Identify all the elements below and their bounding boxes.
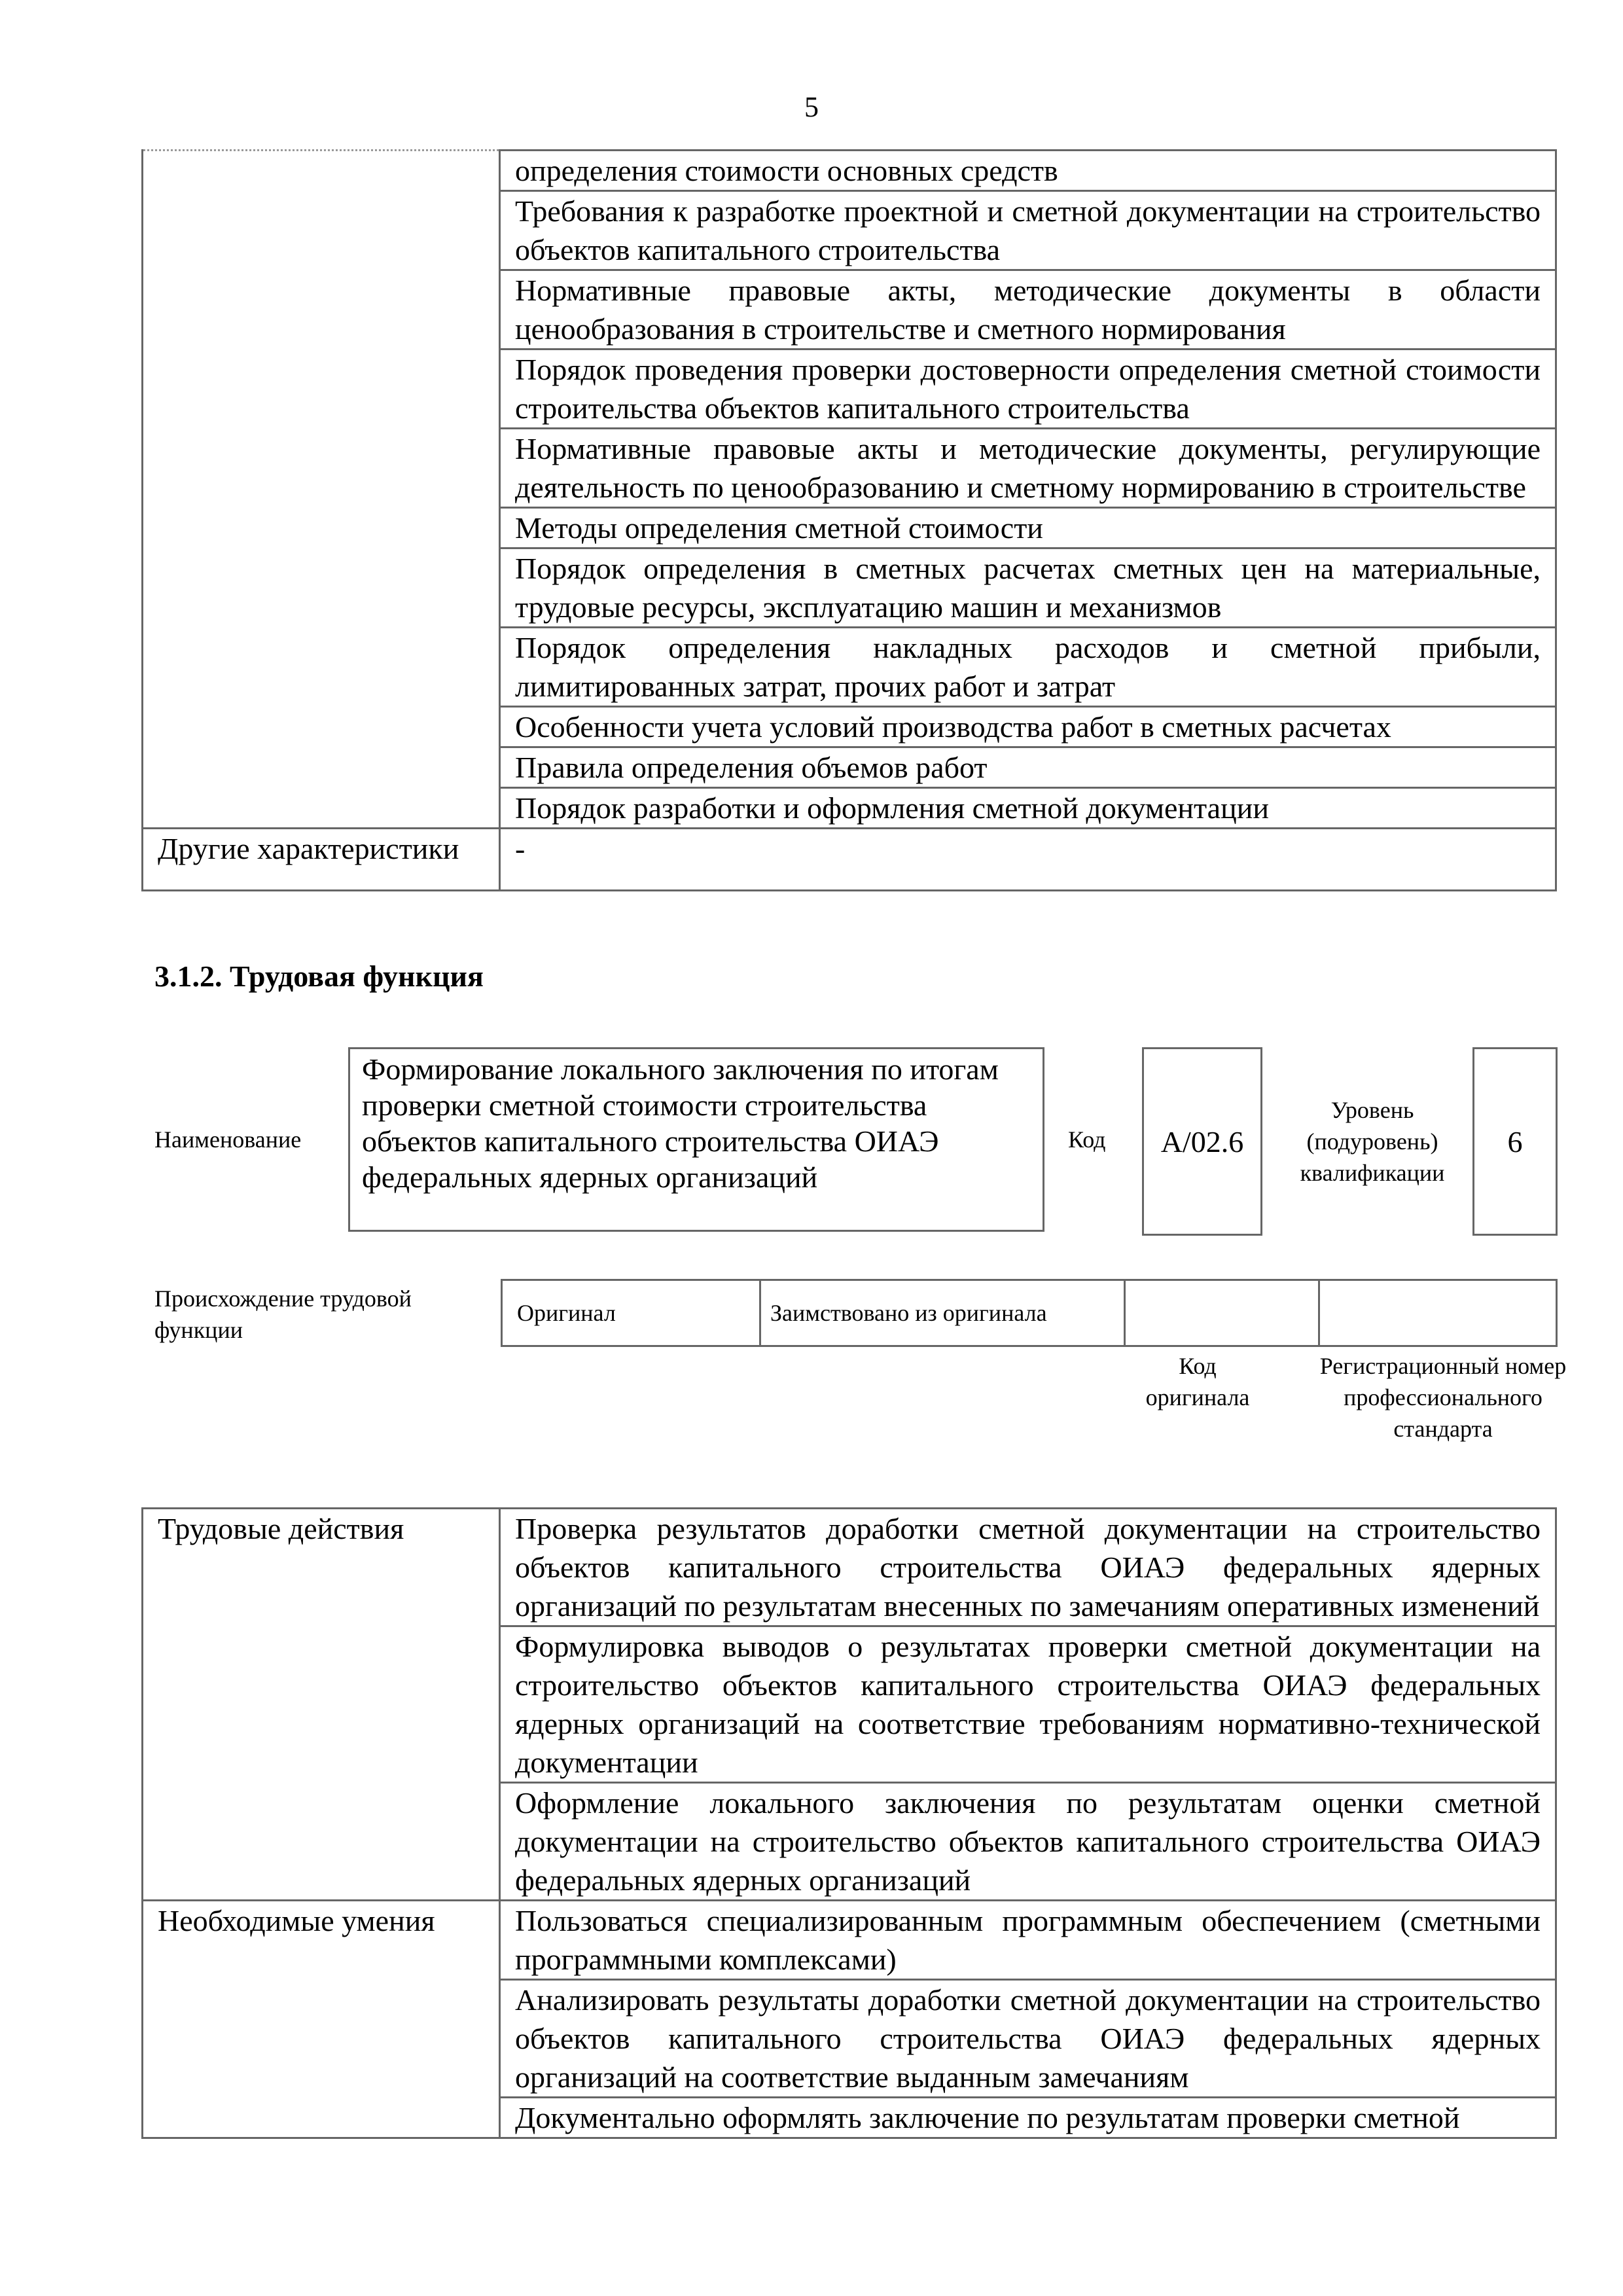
qualification-level: 6 <box>1507 1124 1523 1158</box>
origin-reg-cell <box>1320 1281 1556 1345</box>
knowledge-item: Нормативные правовые акты и методические документы, регулирующие деятельность по ценообразованию и сметному нормированию в строительстве <box>500 429 1556 508</box>
knowledge-item: Требования к разработке проектной и сметной документации на строительство объектов капитального строительства <box>500 191 1556 270</box>
knowledge-item: Порядок определения накладных расходов и сметной прибыли, лимитированных затрат, прочих работ и затрат <box>500 628 1556 707</box>
name-label: Наименование <box>154 1126 302 1153</box>
function-name-box <box>348 1047 1044 1232</box>
code-label: Код <box>1068 1126 1106 1153</box>
origin-borrowed: Заимствовано из оригинала <box>770 1300 1047 1326</box>
skill-item: Пользоваться специализированным программным обеспечением (сметными программными комплексами) <box>500 1901 1556 1980</box>
table-row <box>143 1901 1556 1980</box>
origin-original: Оригинал <box>517 1300 616 1326</box>
section-title: 3.1.2. Трудовая функция <box>154 960 484 993</box>
table-row <box>143 829 1556 891</box>
function-code: А/02.6 <box>1160 1124 1244 1158</box>
function-name: Формирование локального заключения по итогам проверки сметной стоимости строительства объектов капитального строительства ОИАЭ федеральных ядерных организаций <box>362 1052 999 1194</box>
knowledge-table <box>141 149 1557 891</box>
knowledge-item: Порядок разработки и оформления сметной документации <box>500 788 1556 829</box>
code-value-box <box>1142 1047 1262 1236</box>
origin-original-cell <box>503 1281 761 1345</box>
skill-item: Документально оформлять заключение по результатам проверки сметной <box>500 2098 1556 2138</box>
labor-action: Формулировка выводов о результатах проверки сметной документации на строительство объектов капитального строительства ОИАЭ федеральных ядерных организаций на соответствие требованиям нормативно-технической документации <box>500 1626 1556 1783</box>
knowledge-item: Порядок определения в сметных расчетах сметных цен на материальные, трудовые ресурсы, эксплуатацию машин и механизмов <box>500 548 1556 628</box>
required-skills-label: Необходимые умения <box>143 1901 500 2138</box>
labor-actions-label: Трудовые действия <box>143 1509 500 1901</box>
reg-number-caption: Регистрационный номер профессионального стандарта <box>1319 1353 1567 1442</box>
origin-label: Происхождение трудовой функции <box>154 1285 412 1343</box>
other-characteristics-label: Другие характеристики <box>143 829 500 891</box>
labor-action: Проверка результатов доработки сметной документации на строительство объектов капитального строительства ОИАЭ федеральных ядерных организаций по результатам внесенных по замечаниям оперативных изменений <box>500 1509 1556 1626</box>
skill-item: Анализировать результаты доработки сметной документации на строительство объектов капитального строительства ОИАЭ федеральных ядерных организаций на соответствие выданным замечаниям <box>500 1980 1556 2098</box>
knowledge-item: определения стоимости основных средств <box>500 151 1556 191</box>
knowledge-item: Правила определения объемов работ <box>500 747 1556 788</box>
actions-table <box>141 1507 1557 2139</box>
labor-action: Оформление локального заключения по результатам оценки сметной документации на строительство объектов капитального строительства ОИАЭ федеральных ядерных организаций <box>500 1783 1556 1901</box>
table-row <box>143 1509 1556 1626</box>
code-caption: Код оригинала <box>1145 1353 1250 1410</box>
origin-borrowed-cell <box>761 1281 1126 1345</box>
knowledge-item: Порядок проведения проверки достоверности определения сметной стоимости строительства объектов капитального строительства <box>500 350 1556 429</box>
knowledge-item: Нормативные правовые акты, методические документы в области ценообразования в строительстве и сметного нормирования <box>500 270 1556 350</box>
table-row <box>143 151 1556 191</box>
page-number: 5 <box>804 91 819 123</box>
level-label: Уровень (подуровень) квалификации <box>1300 1097 1445 1186</box>
origin-row <box>501 1279 1558 1347</box>
empty-cell <box>143 151 500 829</box>
origin-code-cell <box>1126 1281 1320 1345</box>
knowledge-item: Особенности учета условий производства работ в сметных расчетах <box>500 707 1556 747</box>
other-characteristics-value: - <box>500 829 1556 891</box>
level-value-box <box>1472 1047 1558 1236</box>
knowledge-item: Методы определения сметной стоимости <box>500 508 1556 548</box>
